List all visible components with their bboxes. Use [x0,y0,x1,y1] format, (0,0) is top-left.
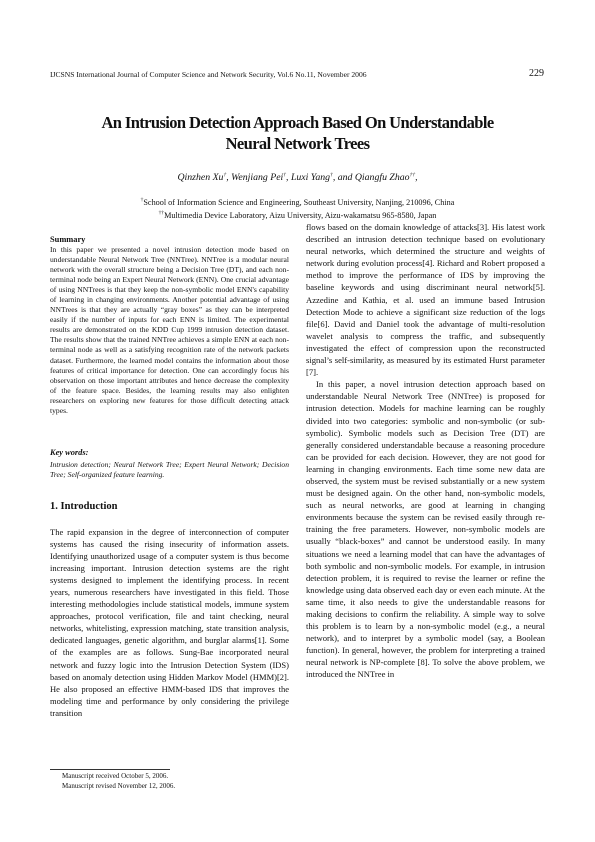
affiliation-2 [60,210,535,220]
paper-title [60,112,535,154]
author-name: Qinzhen Xu [177,172,224,183]
keywords-text: Intrusion detection; Neural Network Tree; Expert Neural Network; Decision Tree; Self-organized feature learning. [50,460,289,480]
affiliation-text: Multimedia Device Laboratory, Aizu University, Aizu-wakamatsu 965-8580, Japan [164,211,437,220]
summary-heading: Summary [50,235,86,244]
affiliation-mark: †† [409,172,416,178]
running-header [50,68,544,82]
introduction-text-left: The rapid expansion in the degree of interconnection of computer systems has caused the rising insecurity of information assets. Identifying unauthorized usage of a computer system is thus become increasing important. Intrusion detection systems are the right systems designed to implement the identifying process. In recent years, numerous researchers have investigated in this field. Those interesting methodologies include statistical models, immune system approaches, protocol verification, file and taint checking, neural networks, whitelisting, expression matching, state transition analysis, dedicated languages, genetic algorithm, and burglar alarms[1]. Some of the examples are as follows. Sung-Bae incorporated neural network and fuzzy logic into the Intrusion Detection System (IDS) based on anomaly detection using Hidden Markov Model (HMM)[2]. He also proposed an effective HMM-based IDS that improves the modeling time and performance by only considering the privilege transition [50,527,289,718]
affiliation-mark: † [283,172,287,178]
author-name: Qiangfu Zhao [354,172,410,183]
affiliation-mark: †† [158,210,165,216]
author-name: Wenjiang Pei [231,172,284,183]
paragraph: In this paper, a novel intrusion detection approach based on understandable Neural Network Tree (NNTree) is proposed for intrusion detection. Models for machine learning can be roughly divided into two categories: symbolic and non-symbolic (or sub-symbolic). Symbolic models such as Decision Tree (DT) are generally considered understandable because a reasoning procedure can be provided for each decision. However, they are not good for learning in changing environments. Each time some new data are observed, the system must be revised substantially or a new system must be designed again. On the other hand, non-symbolic models, such as neural networks, are good at learning in changing environments because the system can be revised easily through re-training the free parameters. However, non-symbolic models are usually “black-boxes” and cannot be understood easily. In many situations we need a learning model that can have the advantages of both symbolic and non-symbolic models. For example, in intrusion detection problem, it is required to revise the learner or refine the knowledge using data observed each day or even each minute. At the same time, it also needs to give the understandable reasons for making decisions to confirm the reliability. A simple way to solve this problem is to learn by a non-symbolic model (e.g., a neural network), and to interpret by a symbolic model (say, a Boolean function). In general, however, the problem for interpreting a trained neural network is NP-complete [8]. To solve the above problem, we introduced the NNTree in [306,379,545,680]
affiliation-1 [60,197,535,207]
page-number: 229 [529,68,544,79]
introduction-text-right [306,221,545,681]
author-list [60,172,535,183]
author-separator: , [286,172,291,183]
footnote-revised: Manuscript revised November 12, 2006. [62,782,176,790]
author-separator: , and [332,172,355,183]
affiliation-mark: † [223,172,227,178]
section-heading-introduction: 1. Introduction [50,501,118,512]
paragraph: flows based on the domain knowledge of attacks[3]. His latest work described an intrusion detection technique based on evolutionary neural networks, which determined the structure and weights of network during evolution process[4]. Richard and Robert proposed a method to improve the performance of IDS by improving the baseline keywords and using discriminant neural network[5]. Azzedine and Kathia, et al. used an immune based Intrusion Detection Mode to achieve a significant size reduction of the logs file[6]. David and Daniel took the advantage of multi-resolution wavelet analysis to compress the traffic, and subsequently investigated the effect of compression upon the reconstructed signal’s self-similarity, as measured by its estimated Hurst parameter [7]. [306,222,545,378]
title-line-1: An Intrusion Detection Approach Based On Understandable [101,113,494,132]
footnote-divider [50,769,170,770]
affiliation-mark: † [330,172,333,178]
author-separator: , [226,172,232,183]
footnote-received: Manuscript received October 5, 2006. [62,772,169,780]
keywords-heading: Key words: [50,448,89,457]
affiliation-mark: † [140,197,144,203]
affiliation-text: School of Information Science and Engineering, Southeast University, Nanjing, 210096, China [143,198,455,207]
title-line-2: Neural Network Trees [225,134,370,153]
author-name: Luxi Yang [290,172,331,183]
author-separator: , [415,172,418,183]
journal-citation: IJCSNS International Journal of Computer Science and Network Security, Vol.6 No.11, November 2006 [50,70,367,79]
abstract-text: In this paper we presented a novel intrusion detection mode based on understandable Neural Network Tree (NNTree). NNTree is a modular neural network with the overall structure being a Decision Tree (DT), and each non-terminal node being an Expert Neural Network (ENN). One crucial advantage of using NNTrees is that they keep the non-symbolic model ENN's capability of learning in changing environments. Another potential advantage of using NNTrees is that they are actually “gray boxes” as they can be interpreted easily if the number of inputs for each ENN is limited. The experimental results are demonstrated on the KDD Cup 1999 intrusion detection dataset. The results show that the trained NNTree achieves a simple ENN at each non-terminal node as well as a satisfying recognition rate of the network packets dataset. Furthermore, the learned model contains the information about those features of critical importance for detection. One can accordingly focus his observation on those important attributes and hence decrease the complexity of the feature space. Besides, the learning results may also enlighten researchers on exploring new features for those difficult detecting attack types. [50,245,289,415]
